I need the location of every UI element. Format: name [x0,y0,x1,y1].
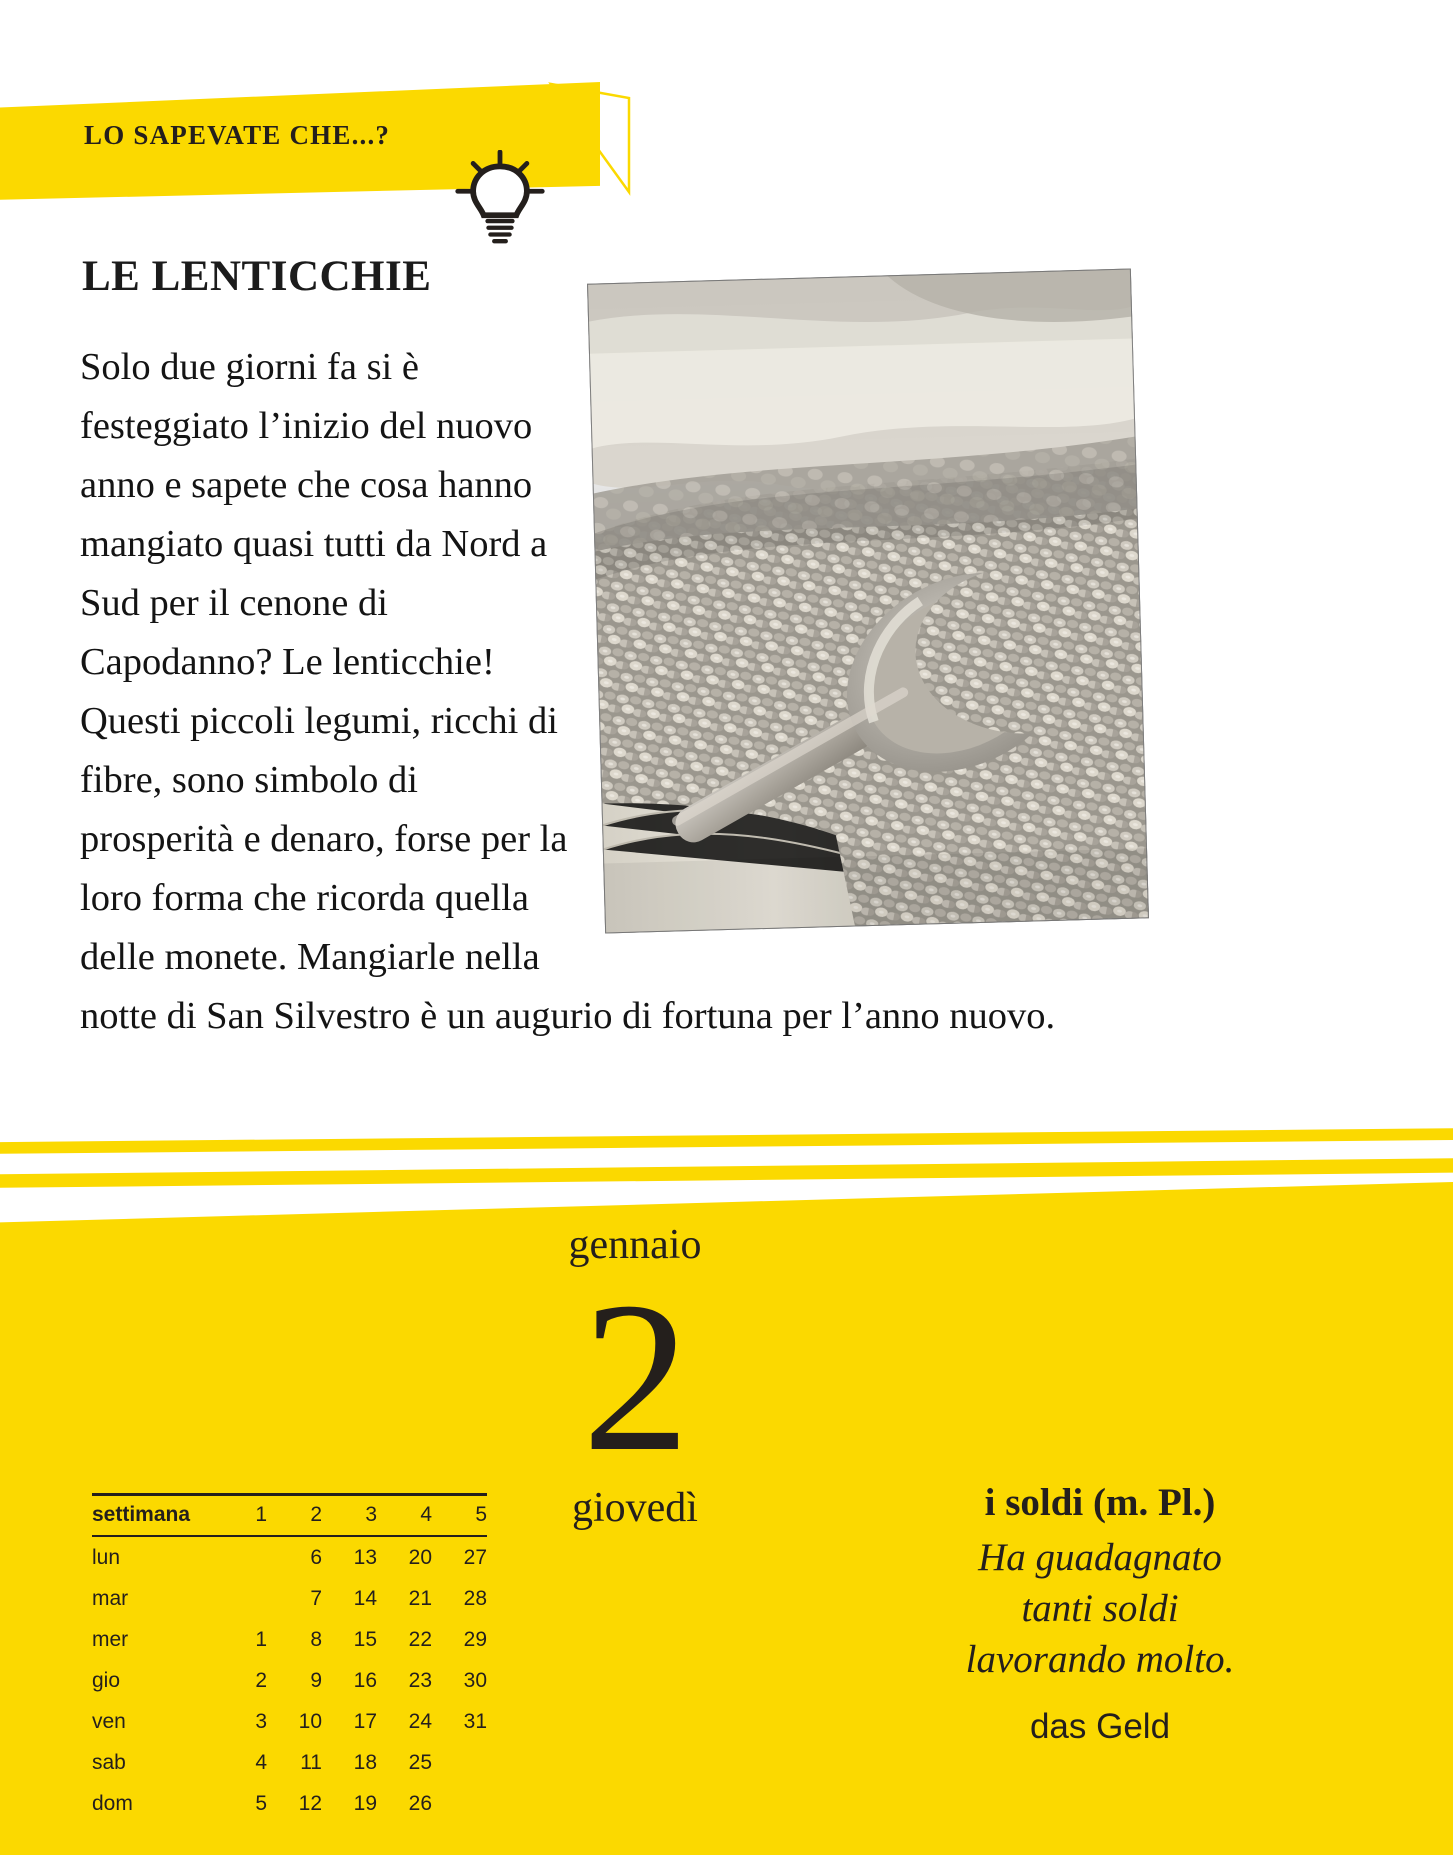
date-cell: 2 [255,1668,267,1692]
word-of-the-day [800,1478,1400,1749]
weekday-name: giovedì [572,1485,698,1531]
word-example-line: lavorando molto. [965,1638,1235,1681]
row-label: mar [92,1586,129,1610]
table-row [92,1660,487,1701]
date-cell: 29 [463,1627,487,1651]
banner-triangle-outline [545,80,635,208]
column-header-week-2: 2 [267,1495,322,1537]
date-cell: 5 [255,1791,267,1815]
table-row [92,1783,487,1824]
column-header-week-4: 4 [377,1495,432,1537]
row-label: lun [92,1545,121,1569]
table-row [92,1536,487,1578]
date-cell: 3 [255,1709,267,1733]
date-cell: 21 [408,1586,432,1610]
day-number: 2 [582,1257,688,1496]
column-header-settimana: settimana [92,1495,212,1537]
table-row [92,1701,487,1742]
separator-stripe-top [0,1128,1453,1154]
word-example-line: tanti soldi [1021,1587,1179,1630]
table-row [92,1742,487,1783]
row-label: dom [92,1791,133,1815]
banner-label: LO SAPEVATE CHE...? [84,120,391,150]
date-cell: 22 [408,1627,432,1651]
date-cell: 9 [310,1668,322,1692]
date-cell: 30 [463,1668,487,1692]
date-cell: 12 [298,1791,322,1815]
date-cell: 18 [353,1750,377,1774]
date-cell [212,1578,267,1619]
table-row [92,1578,487,1619]
date-cell: 16 [353,1668,377,1692]
date-cell: 13 [353,1545,377,1569]
date-cell: 7 [310,1586,322,1610]
date-cell: 17 [353,1709,377,1733]
date-cell: 6 [310,1545,322,1569]
column-header-week-3: 3 [322,1495,377,1537]
word-translation: das Geld [1029,1707,1171,1746]
month-name: gennaio [568,1222,702,1268]
column-header-week-1: 1 [212,1495,267,1537]
article-body-text: Solo due giorni fa si è festeggiato l’inizio del nuovo anno e sapete che cosa hanno mangiato quasi tutti da Nord a Sud per il cenone di Capodanno? Le lenticchie! Questi piccoli legumi, ricchi di fibre, sono simbolo di prosperità e denaro, forse per la loro forma che ricorda quella delle monete. Mangiarle nella notte di San Silvestro è un augurio di fortuna per l’anno nuovo. [80,346,1056,1037]
did-you-know-banner [0,62,700,222]
row-label: mer [92,1627,129,1651]
date-cell: 28 [463,1586,487,1610]
date-cell: 24 [408,1709,432,1733]
date-cell: 19 [353,1791,377,1815]
photo-artwork [587,269,1149,934]
date-cell [212,1536,267,1578]
row-label: ven [92,1709,126,1733]
date-cell: 8 [310,1627,322,1651]
row-label: gio [92,1668,121,1692]
row-label: sab [92,1750,126,1774]
date-cell: 1 [255,1627,267,1651]
date-block [470,1222,800,1530]
article-title: LE LENTICCHIE [82,253,432,300]
word-headword: i soldi (m. Pl.) [984,1481,1216,1524]
month-overview-table [92,1493,487,1824]
date-cell [432,1783,487,1824]
separator-stripe-bottom [0,1158,1453,1188]
date-cell: 26 [408,1791,432,1815]
date-cell: 4 [255,1750,267,1774]
date-cell: 11 [300,1750,322,1774]
date-cell: 31 [463,1709,487,1733]
date-cell: 25 [408,1750,432,1774]
lenticchie-photo [587,269,1149,934]
date-cell: 10 [298,1709,322,1733]
word-example [800,1532,1400,1685]
table-header-row [92,1495,487,1537]
date-cell [432,1742,487,1783]
date-cell: 15 [353,1627,377,1651]
table-row [92,1619,487,1660]
lightbulb-icon [452,150,548,246]
column-header-week-5: 5 [432,1495,487,1537]
word-example-line: Ha guadagnato [978,1536,1222,1579]
date-cell: 14 [353,1586,377,1610]
date-cell: 27 [463,1545,487,1569]
date-cell: 20 [408,1545,432,1569]
date-cell: 23 [408,1668,432,1692]
